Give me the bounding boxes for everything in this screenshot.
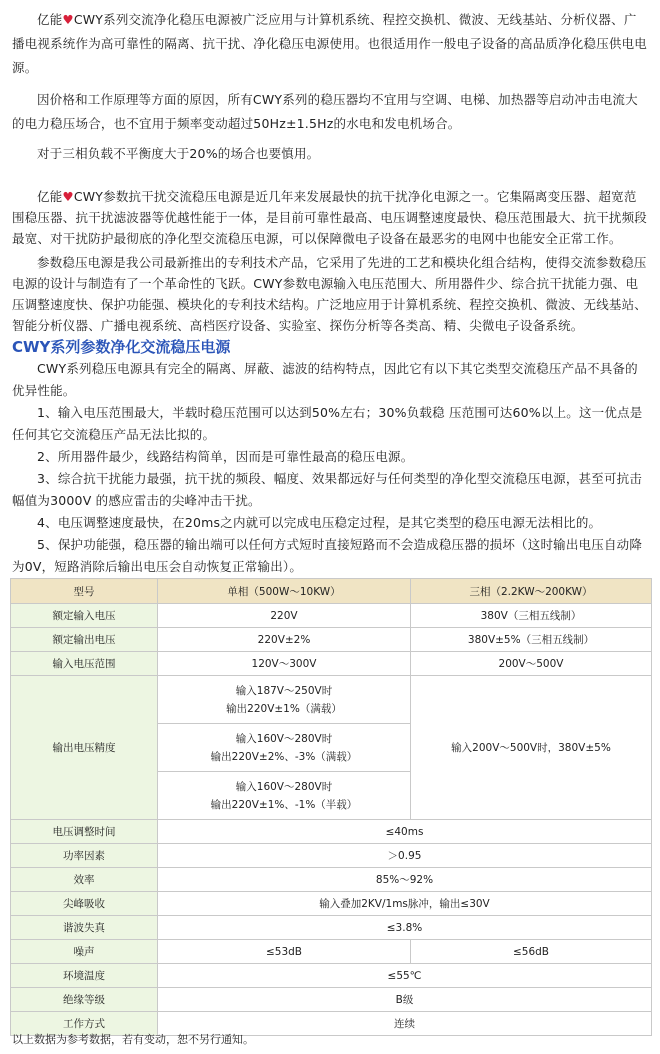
row-label: 环境温度 xyxy=(11,964,158,988)
feature-item-2: 2、所用器件最少，线路结构简单，因而是可靠性最高的稳压电源。 xyxy=(37,449,414,464)
row-label: 输入电压范围 xyxy=(11,652,158,676)
intro-paragraph-1-text: CWY系列交流净化稳压电源被广泛应用与计算机系统、程控交换机、微波、无线基站、分析仪器、广播电视系统作为高可靠性的隔离、抗干扰、净化稳压电源使用。也很适用作一般电子设备的高品质净化稳压供电电源。 xyxy=(12,12,648,75)
intro-paragraph-2: 因价格和工作原理等方面的原因，所有CWY系列的稳压器均不宜用与空调、电梯、加热器等启动冲击电流大的电力稳压场合，也不宜用于频率变动超过50Hz±1.5Hz的水电和发电机场合。 xyxy=(12,92,638,131)
table-row xyxy=(11,916,652,940)
heart-icon: ♥ xyxy=(62,12,74,27)
heart-icon: ♥ xyxy=(62,189,74,204)
feature-paragraph-1-text: CWY参数抗干扰交流稳压电源是近几年来发展最快的抗干扰净化电源之一。它集隔离变压器、超宽范围稳压器、抗干扰滤波器等优越性能于一体，是目前可靠性最高、电压调整速度最快、稳压范围最大、抗干扰频段最宽、对干扰防护最彻底的净化型交流稳压电源，可以保障微电子设备在最恶劣的电网中也能安全正常工作。 xyxy=(12,189,648,246)
cell-value: 380V（三相五线制） xyxy=(411,604,652,628)
cell-value: ≤3.8% xyxy=(158,916,652,940)
cell-line: 输出220V±2%、-3%（满载） xyxy=(210,750,358,763)
brand-name: 亿能 xyxy=(37,12,63,27)
cell-value: 输入叠加2KV/1ms脉冲，输出≤30V xyxy=(158,892,652,916)
section-title: CWY系列参数净化交流稳压电源 xyxy=(12,338,231,356)
cell-value: 200V～500V xyxy=(411,652,652,676)
spec-table xyxy=(10,578,652,1036)
section-lead: CWY系列稳压电源具有完全的隔离、屏蔽、滤波的结构特点，因此它有以下其它类型交流稳压产品不具备的优异性能。 xyxy=(12,361,638,398)
header-three-phase: 三相（2.2KW～200KW） xyxy=(411,579,652,604)
header-single-phase: 单相（500W～10KW） xyxy=(158,579,411,604)
table-row xyxy=(11,628,652,652)
table-row xyxy=(11,652,652,676)
row-label: 输出电压精度 xyxy=(11,676,158,820)
cell-value: B级 xyxy=(158,988,652,1012)
table-header-row xyxy=(11,579,652,604)
row-label: 电压调整时间 xyxy=(11,820,158,844)
cell-value: 连续 xyxy=(158,1012,652,1036)
feature-item-1: 1、输入电压范围最大，半载时稳压范围可以达到50%左右；30%负载稳 压范围可达60%以上。这一优点是任何其它交流稳压产品无法比拟的。 xyxy=(12,405,643,442)
row-label: 额定输出电压 xyxy=(11,628,158,652)
cell-line: 输入160V～280V时 xyxy=(235,732,333,745)
header-model: 型号 xyxy=(11,579,158,604)
feature-item-5: 5、保护功能强，稳压器的输出端可以任何方式短时直接短路而不会造成稳压器的损坏（这时输出电压自动降为0V，短路消除后输出电压会自动恢复正常输出）。 xyxy=(12,537,643,574)
cell-value: 220V±2% xyxy=(158,628,411,652)
table-row xyxy=(11,940,652,964)
table-row xyxy=(11,868,652,892)
cell-value: 输入200V～500V时，380V±5% xyxy=(411,676,652,820)
table-row xyxy=(11,604,652,628)
intro-paragraph-1 xyxy=(12,8,648,80)
cell-value xyxy=(158,772,411,820)
cell-value: 85%～92% xyxy=(158,868,652,892)
feature-paragraph-2: 参数稳压电源是我公司最新推出的专利技术产品，它采用了先进的工艺和模块化组合结构，使得交流参数稳压电源的设计与制造有了一个革命性的飞跃。CWY参数电源输入电压范围大、所用器件少、综合抗干扰能力强、电压调整速度快、保护功能强、模块化的专利技术结构。广泛地应用于计算机系统、程控交换机、微波、无线基站、智能分析仪器、广播电视系统、高档医疗设备、实验室、探伤分析等各类高、精、尖微电子设备系统。 xyxy=(12,255,648,333)
table-row xyxy=(11,988,652,1012)
row-label: 噪声 xyxy=(11,940,158,964)
table-row xyxy=(11,844,652,868)
cell-value: ≤53dB xyxy=(158,940,411,964)
cell-value: ≤55℃ xyxy=(158,964,652,988)
cell-value xyxy=(158,724,411,772)
row-label: 额定输入电压 xyxy=(11,604,158,628)
footnote: 以上数据为参考数据，若有变动，恕不另行通知。 xyxy=(12,1033,254,1046)
cell-line: 输入187V～250V时 xyxy=(235,684,333,697)
row-label: 效率 xyxy=(11,868,158,892)
feature-item-4: 4、电压调整速度最快，在20ms之内就可以完成电压稳定过程，是其它类型的稳压电源无法相比的。 xyxy=(37,515,602,530)
cell-line: 输出220V±1%（满载） xyxy=(226,702,342,715)
brand-name: 亿能 xyxy=(37,189,63,204)
cell-line: 输出220V±1%、-1%（半载） xyxy=(210,798,358,811)
table-row xyxy=(11,964,652,988)
table-row xyxy=(11,892,652,916)
cell-value: 380V±5%（三相五线制） xyxy=(411,628,652,652)
cell-line: 输入160V～280V时 xyxy=(235,780,333,793)
cell-value: ≤40ms xyxy=(158,820,652,844)
feature-item-3: 3、综合抗干扰能力最强，抗干扰的频段、幅度、效果都远好与任何类型的净化型交流稳压电源，甚至可抗击幅值为3000V 的感应雷击的尖峰冲击干扰。 xyxy=(12,471,643,508)
row-label: 功率因素 xyxy=(11,844,158,868)
table-row xyxy=(11,820,652,844)
table-row xyxy=(11,676,652,724)
cell-value xyxy=(158,676,411,724)
cell-value: ≤56dB xyxy=(411,940,652,964)
cell-value: 220V xyxy=(158,604,411,628)
row-label: 尖峰吸收 xyxy=(11,892,158,916)
row-label: 绝缘等级 xyxy=(11,988,158,1012)
feature-paragraph-1 xyxy=(12,186,648,249)
row-label: 工作方式 xyxy=(11,1012,158,1036)
cell-value: 120V～300V xyxy=(158,652,411,676)
intro-paragraph-3: 对于三相负载不平衡度大于20%的场合也要慎用。 xyxy=(37,146,320,161)
cell-value: ＞0.95 xyxy=(158,844,652,868)
row-label: 谐波失真 xyxy=(11,916,158,940)
